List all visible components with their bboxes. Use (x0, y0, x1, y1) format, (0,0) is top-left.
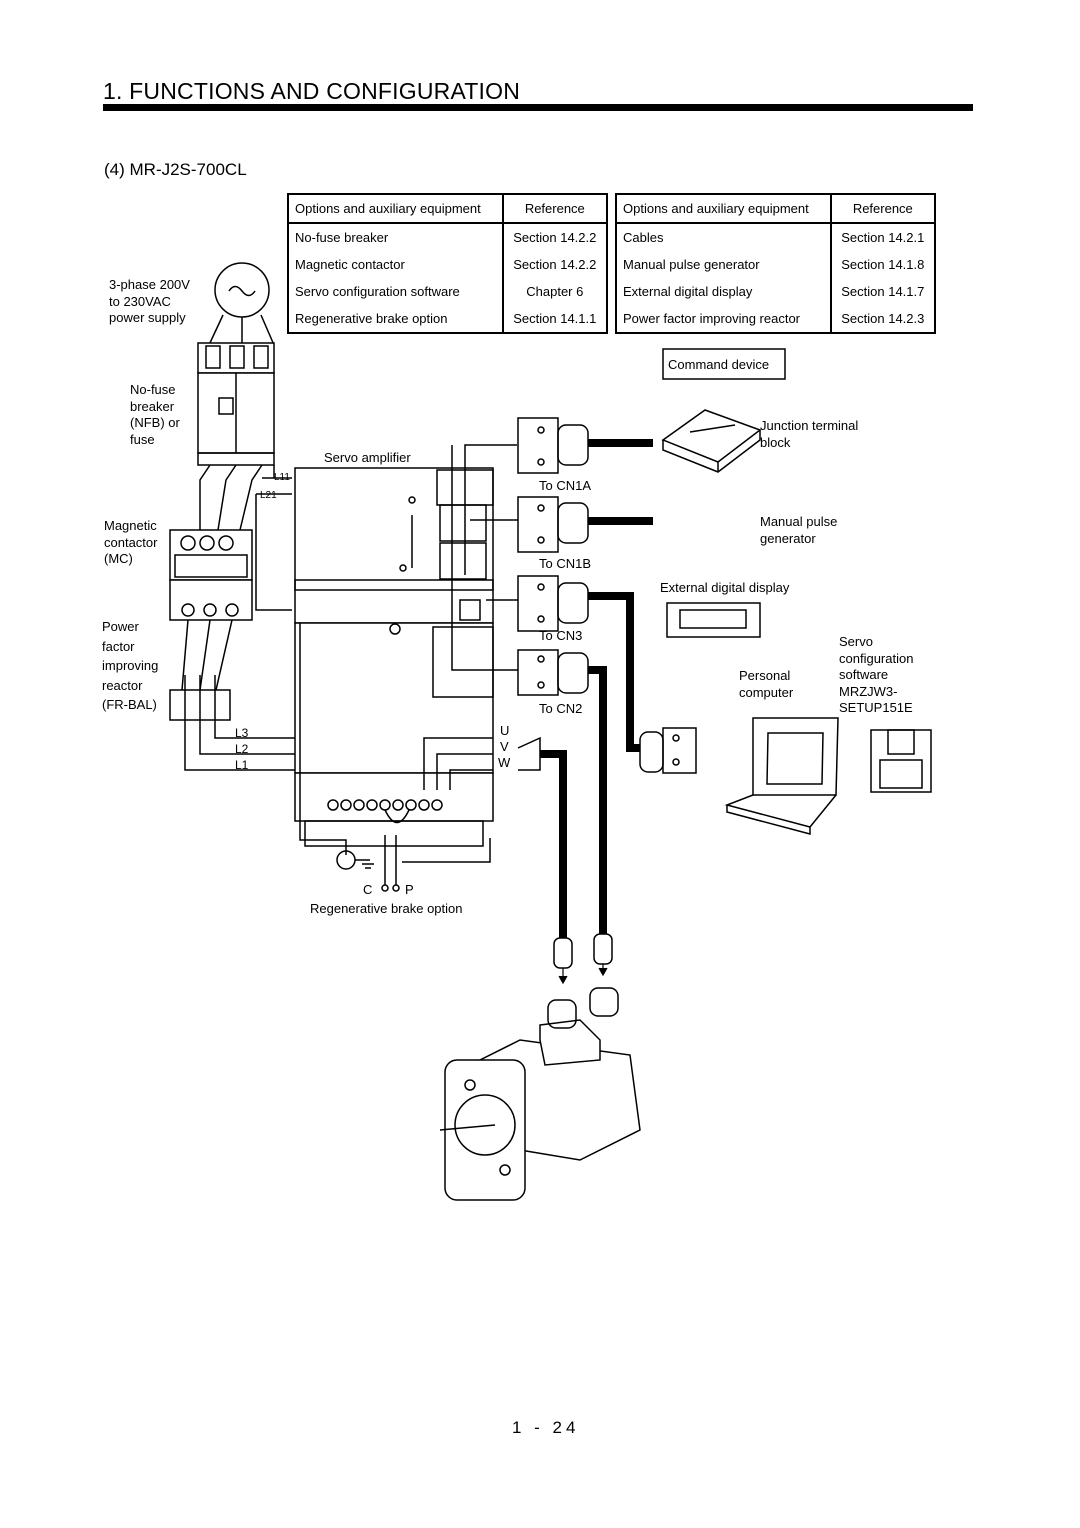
junction-label: Junction terminal block (760, 418, 859, 450)
p-label: P (405, 882, 414, 897)
cn1a-connector (518, 418, 588, 473)
cable-cn2 (588, 670, 603, 935)
floppy-disk (871, 730, 931, 792)
reference-cell: Section 14.1.1 (503, 305, 607, 333)
l3-label: L3 (235, 726, 249, 740)
section-title: (4) MR-J2S-700CL (104, 160, 247, 179)
to-cn1a-label: To CN1A (539, 478, 592, 493)
l21-label: L21 (260, 490, 277, 501)
page-number: 1 - 24 (512, 1418, 580, 1437)
manual-pulse-label: Manual pulse generator (760, 514, 838, 546)
equipment-cell: Power factor improving reactor (623, 311, 801, 326)
l2-label: L2 (235, 742, 249, 756)
col-reference-header: Reference (831, 194, 935, 223)
power-factor-reactor (170, 620, 232, 720)
ext-display-label: External digital display (660, 580, 790, 595)
reactor-label: Power factor improving reactor (FR-BAL) (102, 619, 159, 712)
ground-symbol (337, 846, 374, 869)
junction-terminal-block (663, 410, 760, 472)
ac-source-symbol (209, 263, 274, 345)
laptop-computer (727, 718, 838, 834)
equipment-cell: No-fuse breaker (295, 230, 389, 245)
c-label: C (363, 882, 373, 897)
nfb-label: No-fuse breaker (NFB) or fuse (130, 382, 180, 447)
servo-motor (440, 988, 640, 1200)
l1-label: L1 (235, 758, 249, 772)
to-cn3-label: To CN3 (539, 628, 583, 643)
to-cn2-label: To CN2 (539, 701, 583, 716)
mc-label: Magnetic contactor (MC) (104, 518, 158, 566)
magnetic-contactor (170, 530, 252, 620)
cn1b-connector (518, 497, 588, 552)
page-header-title: 1. FUNCTIONS AND CONFIGURATION (103, 78, 521, 104)
reference-cell: Section 14.2.3 (831, 305, 935, 333)
reference-cell: Section 14.2.1 (831, 223, 935, 251)
equipment-cell: Regenerative brake option (295, 311, 448, 326)
reference-cell: Section 14.1.7 (831, 278, 935, 305)
w-label: W (498, 755, 511, 770)
reference-cell: Section 14.1.8 (831, 251, 935, 278)
no-fuse-breaker (198, 343, 274, 465)
l11-label: L11 (274, 472, 290, 483)
equipment-cell: Magnetic contactor (295, 257, 405, 272)
col-equipment-header: Options and auxiliary equipment (288, 194, 503, 223)
reference-cell: Section 14.2.2 (503, 251, 607, 278)
cn2-connector (518, 650, 588, 695)
equipment-cell: External digital display (623, 284, 753, 299)
command-device-label: Command device (668, 357, 770, 372)
equipment-cell: Cables (623, 230, 664, 245)
external-digital-display (667, 603, 760, 637)
col-equipment-header: Options and auxiliary equipment (616, 194, 831, 223)
to-cn1b-label: To CN1B (539, 556, 592, 571)
equipment-cell: Manual pulse generator (623, 257, 760, 272)
v-label: V (500, 739, 509, 754)
pc-connector (640, 728, 696, 773)
servo-amplifier-label: Servo amplifier (324, 450, 411, 465)
personal-computer-label: Personal computer (739, 668, 794, 700)
reference-cell: Chapter 6 (503, 278, 607, 305)
cable-power (540, 754, 563, 940)
u-label: U (500, 723, 510, 738)
regen-label: Regenerative brake option (310, 901, 463, 916)
equipment-cell: Servo configuration software (295, 284, 460, 299)
servo-software-label: Servo configuration software MRZJW3- SETUP151E (839, 634, 914, 715)
power-supply-label: 3-phase 200V to 230VAC power supply (109, 277, 190, 325)
reference-cell: Section 14.2.2 (503, 223, 607, 251)
col-reference-header: Reference (503, 194, 607, 223)
cn3-connector (518, 576, 588, 631)
servo-amplifier (295, 468, 493, 846)
